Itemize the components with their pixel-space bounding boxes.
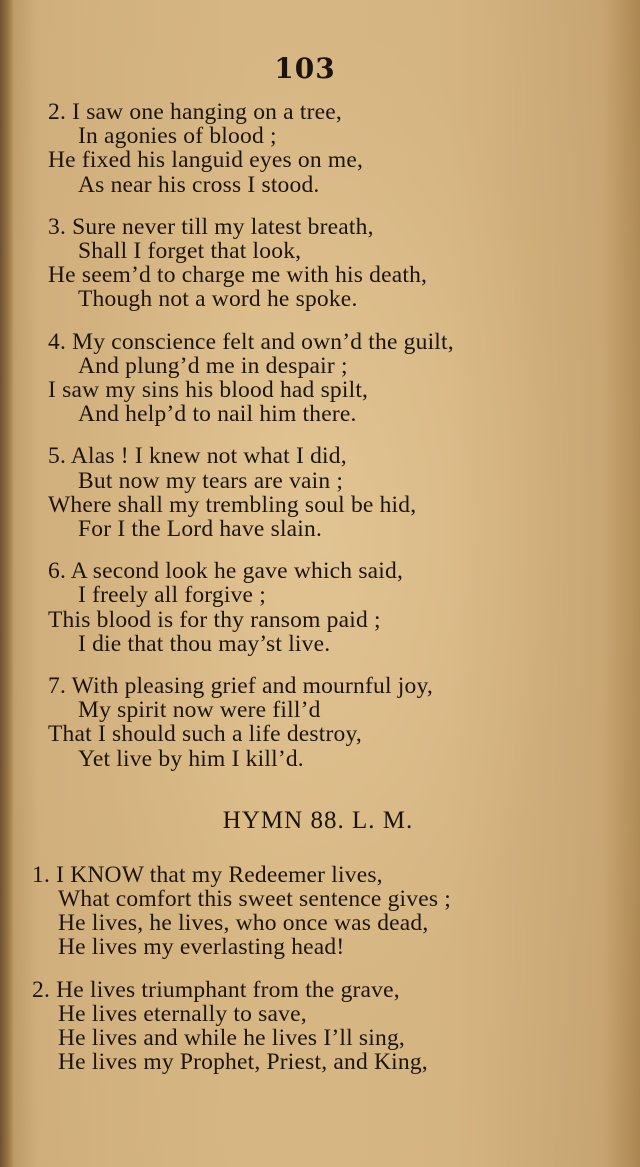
stanza-line: My spirit now were fill’d (78, 697, 321, 724)
stanza-4 (48, 330, 608, 427)
hymn-88-stanza-1 (32, 861, 608, 961)
stanza-line: But now my tears are vain ; (78, 467, 344, 494)
stanza-line: 2. I saw one hanging on a tree, (48, 99, 342, 125)
stanza-line: He lives my Prophet, Priest, and King, (58, 1049, 428, 1076)
stanza-line: This blood is for thy ransom paid ; (48, 606, 381, 633)
stanza-line: In agonies of blood ; (78, 123, 277, 150)
stanza-line: Where shall my trembling soul be hid, (48, 491, 417, 518)
stanza-line: 4. My conscience felt and own’d the guilt, (48, 328, 454, 355)
page-number: 103 (274, 52, 336, 85)
stanza-line: For I the Lord have slain. (78, 516, 323, 543)
stanza-line: He lives, he lives, who once was dead, (58, 910, 429, 937)
stanza-7 (48, 674, 608, 771)
stanza-line: That I should such a life destroy, (48, 721, 362, 748)
stanza-line: 5. Alas ! I knew not what I did, (48, 443, 347, 470)
stanza-line: Yet live by him I kill’d. (78, 745, 304, 772)
stanza-line: I die that thou may’st live. (78, 630, 331, 657)
page-content (32, 99, 608, 1093)
stanza-line: He seem’d to charge me with his death, (48, 262, 428, 289)
stanza-6 (48, 559, 608, 656)
stanza-line: 1. I KNOW that my Redeemer lives, (32, 861, 383, 888)
stanza-line: 6. A second look he gave which said, (48, 558, 404, 585)
stanza-line: He lives my everlasting head! (58, 934, 345, 961)
stanza-3 (48, 215, 608, 312)
hymn-88-stanza-2 (32, 976, 608, 1076)
hymn-title: HYMN 88. L. M. (222, 806, 414, 834)
stanza-line: And help’d to nail him there. (78, 401, 357, 428)
stanza-line: Shall I forget that look, (78, 238, 302, 265)
stanza-line: I saw my sins his blood had spilt, (48, 377, 369, 404)
stanza-5 (48, 444, 608, 541)
stanza-line: He lives and while he lives I’ll sing, (58, 1025, 405, 1052)
stanza-line: 7. With pleasing grief and mournful joy, (48, 673, 433, 700)
stanza-line: Though not a word he spoke. (78, 286, 358, 313)
stanza-line: And plung’d me in despair ; (78, 352, 348, 379)
stanza-line: He lives eternally to save, (58, 1000, 307, 1027)
stanza-line: As near his cross I stood. (78, 171, 320, 198)
stanza-line: I freely all forgive ; (78, 582, 266, 609)
stanza-2 (48, 100, 608, 197)
stanza-line: What comfort this sweet sentence gives ; (58, 886, 452, 913)
stanza-line: 2. He lives triumphant from the grave, (32, 976, 400, 1003)
stanza-line: He fixed his languid eyes on me, (48, 147, 364, 174)
stanza-line: 3. Sure never till my latest breath, (48, 213, 374, 240)
